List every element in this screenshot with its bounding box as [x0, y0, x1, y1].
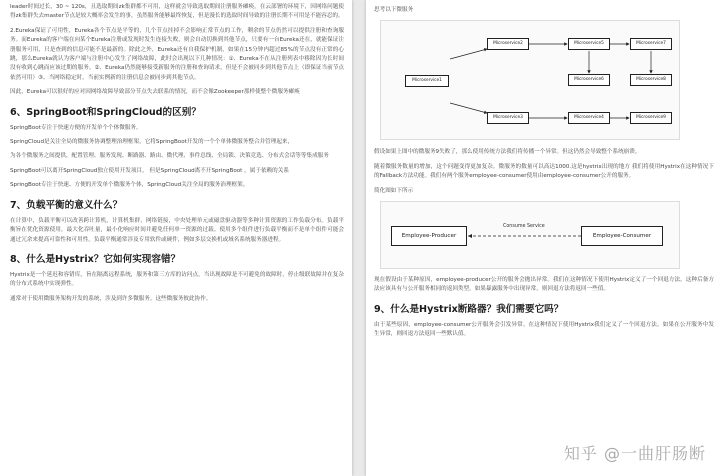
microservice9-node: Microservice9	[630, 112, 672, 124]
paragraph: SpringBoot可以离开SpringCloud独立使用开发项目， 但是SpringCloud离不开SpringBoot ，属于依赖的关系	[10, 167, 289, 174]
microservice5-node: Microservice5	[568, 38, 610, 50]
section-heading-6: 6、SpringBoot和SpringCloud的区别？	[10, 106, 201, 118]
paragraph: 随着微服务数量的增加，这个问题变得更加复杂。微服务的数量可以高达1000.这是hystrix出现的地方 我们将使用Hystrix在这种情况下的Fallback方法功能。我们有两个服务employee-consumer使用由employee-consumer公开的服务。	[374, 163, 714, 180]
employee-producer-box: Employee-Producer	[391, 226, 467, 246]
section-heading-9: 9、什么是Hystrix断路器？我们需要它吗？	[374, 303, 564, 315]
microservices-diagram	[380, 20, 680, 140]
paragraph: SpringCloud是关注全局的微服务协调整理治理框架，它将SpringBoot开发的一个个单体微服务整合并管理起来，	[10, 139, 294, 146]
paragraph: Hystrix是一个延迟和容错库，旨在隔离远程系统，服务和第三方库的访问点，当出现故障是不可避免的故障时，停止级联故障并在复杂的分布式系统中实现弹性。	[10, 271, 344, 288]
paragraph: 由于某些原因，employee-consumer公开服务会引发异常。在这种情况下使用Hystrix我们定义了一个回退方法。如果在公开服务中发生异常，则回退方法返回一些默认值。	[374, 321, 714, 338]
section-heading-7: 7、负载平衡的意义什么？	[10, 199, 123, 211]
employee-consumer-box: Employee-Consumer	[581, 226, 663, 246]
microservice4-node: Microservice4	[568, 112, 610, 124]
producer-consumer-diagram	[380, 201, 680, 269]
paragraph: 为各个微服务之间提供，配置管理、服务发现、断路器、路由、微代理、事件总线、全局锁、决策竞选、分布式会话等等集成服务	[10, 153, 329, 160]
consume-service-label: Consume Service	[503, 224, 545, 230]
paragraph: SpringBoot专注于快速方便的开发单个个体微服务。	[10, 124, 142, 131]
section-heading-8: 8、什么是Hystrix？它如何实现容错？	[10, 253, 181, 265]
microservice2-node: Microservice2	[487, 38, 529, 50]
microservice6-node: Microservice6	[568, 74, 610, 86]
paragraph: 因此，Eureka可以很好的应对因网络故障导致部分节点失去联系的情况，而不会像Zookeeper那样使整个微服务瘫痪	[10, 89, 300, 96]
paragraph: 假设如果上图中的微服务9失败了，那么使用传统方法我们将传播一个异常。但这仍然会导致整个系统崩溃。	[374, 149, 641, 156]
paragraph: 现在假设由于某种原因，employee-producer公开的服务会抛出异常。我们在这种情况下使用Hystrix定义了一个回退方法。这种后备方法应该具有与公开服务相同的返回类型。如果暴露服务中出现异常，则回退方法将返回一些值。	[374, 277, 714, 293]
figure-caption: 简化图如下所示	[374, 187, 414, 194]
left-document-page	[0, 0, 352, 476]
paragraph: SpringBoot专注于快速、方便的开发单个微服务个体，SpringCloud关注全局的服务治理框架。	[10, 182, 249, 189]
microservice3-node: Microservice3	[487, 112, 529, 124]
zhihu-watermark: 知乎 @一曲肝肠断	[563, 444, 706, 463]
paragraph: 在计算中，负载平衡可以改善跨计算机，计算机集群，网络链接，中央处理单元或磁盘驱动器等多种计算资源的工作负载分布。负载平衡旨在优化资源使用，最大化吞吐量，最小化响应时间并避免任何单一资源的过载。使用多个组件进行负载平衡而不是单个组件可能会通过冗余来提高可靠性和可用性。负载平衡通常涉及专用软件或硬件，例如多层交换机或域名系统服务器进程。	[10, 217, 344, 243]
paragraph: 思考以下微服务	[374, 7, 414, 13]
microservice1-node: Microservice1	[405, 75, 449, 87]
paragraph: leader时间过长，30 ~ 120s，且选取期间zk集群都不可用，这样就会导致选取期间注册服务瘫痪。在云部署的环境下，因网络问题使得zk集群失去master节点是较大概率会发生的事，虽然服务能够最终恢复，但是漫长的选取时间导致的注册长期不可用是不能容忍的。	[10, 4, 344, 20]
paragraph: 2.Eureka保证了可用性，Eureka各个节点是平等的，几个节点挂掉不会影响正常节点的工作，剩余的节点仍然可以提供注册和查询服务。而Eureka的客户端在向某个Eureka注册或发现时发生连接失败，则会自动切换到其他节点，只要有一台Eureka还在，就能保证注册服务可用，只是查到的信息可能不是最新的。除此之外，Eureka还有自我保护机制，如果在15分钟内超过85%的节点没有正常的心跳，那么Eureka就认为客户端与注册中心发生了网络故障，此时会出现以下几种情况：①、Eureka不在从注册列表中移除因为长时间没有收到心跳而应该过期的服务。②、Eureka仍然能够接受新服务的注册和查询请求，但是不会被同步到其他节点上（即保证当前节点依然可用）③、当网络稳定时，当前实例新的注册信息会被同步到其他节点。	[10, 27, 344, 81]
right-document-page	[366, 0, 720, 476]
paragraph: 通常对于使用微服务架构开发的系统，涉及到许多微服务。这些微服务彼此协作。	[10, 295, 212, 302]
microservice7-node: Microservice7	[630, 38, 672, 50]
microservice8-node: Microservice8	[630, 74, 672, 86]
